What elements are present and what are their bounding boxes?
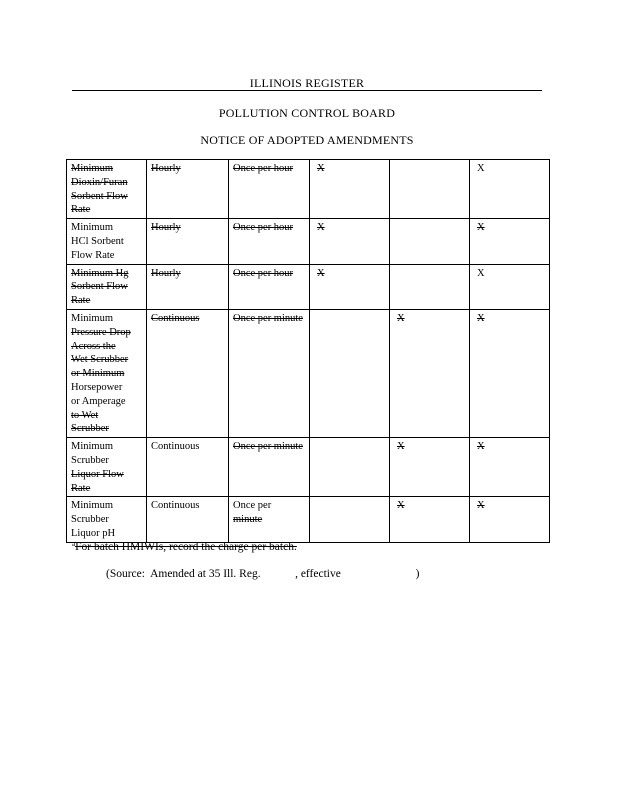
mark-cell xyxy=(470,438,550,497)
mark-cell xyxy=(470,160,550,219)
parameter-line: Wet Scrubber xyxy=(71,354,129,366)
parameter-line: or Amperage xyxy=(71,395,126,407)
parameter-line: Liquor pH xyxy=(71,527,116,539)
parameter-line: Scrubber xyxy=(71,423,109,435)
mark-cell xyxy=(390,497,470,542)
interval-text: Once per hour xyxy=(233,163,294,174)
notice-title: NOTICE OF ADOPTED AMENDMENTS xyxy=(200,133,414,147)
mark-cell xyxy=(390,160,470,219)
parameter-line: Rate xyxy=(71,482,91,494)
frequency-text: Continuous xyxy=(151,500,200,512)
frequency-text: Hourly xyxy=(151,267,181,279)
parameter-line: Sorbent Flow xyxy=(71,190,128,202)
frequency-cell xyxy=(147,438,229,497)
parameter-line: or Minimum xyxy=(71,368,125,380)
check-mark xyxy=(314,500,317,511)
parameter-line: HCl Sorbent xyxy=(71,235,124,247)
parameter-line: Across the xyxy=(71,340,116,352)
interval-text: Once per minute xyxy=(233,312,303,324)
parameter-line: Minimum xyxy=(71,163,114,174)
frequency-text: Continuous xyxy=(151,441,200,453)
register-title: ILLINOIS REGISTER xyxy=(249,76,365,90)
mark-cell xyxy=(310,438,390,497)
interval-line: Once per xyxy=(233,500,272,512)
table-row xyxy=(67,160,550,219)
parameter-line: Scrubber xyxy=(71,514,109,526)
parameter-line: Minimum xyxy=(71,312,114,324)
frequency-text: Continuous xyxy=(151,312,200,324)
mark-cell xyxy=(390,264,470,309)
mark-cell xyxy=(310,219,390,264)
parameter-line: Liquor Flow xyxy=(71,468,124,480)
mark-cell xyxy=(470,219,550,264)
parameter-line: Pressure Drop xyxy=(71,326,131,338)
parameter-cell xyxy=(67,497,147,542)
mark-cell xyxy=(310,497,390,542)
interval-line: minute xyxy=(233,514,263,526)
check-mark xyxy=(314,441,317,452)
footnote xyxy=(72,540,297,553)
footnote-text: For batch HMIWIs, record the charge per batch. xyxy=(75,541,297,553)
parameter-cell xyxy=(67,309,147,437)
interval-cell xyxy=(229,438,310,497)
mark-cell xyxy=(390,219,470,264)
interval-text: Once per hour xyxy=(233,222,294,234)
parameter-line: Minimum Hg xyxy=(71,267,129,279)
interval-text: Once per minute xyxy=(233,441,303,453)
parameter-line: Sorbent Flow xyxy=(71,281,128,293)
parameter-line: Scrubber xyxy=(71,454,109,466)
check-mark: X xyxy=(477,222,485,234)
mark-cell xyxy=(310,309,390,437)
check-mark: X xyxy=(397,312,405,324)
table-row xyxy=(67,309,550,437)
check-mark: X xyxy=(477,500,485,512)
table-row xyxy=(67,219,550,264)
source-note: (Source: Amended at 35 Ill. Reg. , effective ) xyxy=(106,568,420,580)
check-mark xyxy=(394,163,397,174)
parameter-line: Rate xyxy=(71,204,91,216)
footnote-marker: a xyxy=(72,540,76,548)
board-title: POLLUTION CONTROL BOARD xyxy=(218,106,396,120)
check-mark: X xyxy=(397,441,405,453)
check-mark xyxy=(394,268,397,279)
check-mark: X xyxy=(477,267,485,279)
mark-cell xyxy=(470,497,550,542)
check-mark: X xyxy=(477,312,485,324)
monitoring-table xyxy=(66,159,550,543)
frequency-cell xyxy=(147,264,229,309)
parameter-line: Horsepower xyxy=(71,381,123,393)
frequency-text: Hourly xyxy=(151,163,181,174)
check-mark: X xyxy=(317,267,325,279)
mark-cell xyxy=(390,309,470,437)
interval-text: Once per hour xyxy=(233,267,294,279)
mark-cell xyxy=(390,438,470,497)
header-rule xyxy=(72,90,542,91)
parameter-cell xyxy=(67,438,147,497)
check-mark: X xyxy=(317,222,325,234)
interval-cell xyxy=(229,264,310,309)
interval-cell xyxy=(229,497,310,542)
parameter-cell xyxy=(67,219,147,264)
parameter-cell xyxy=(67,264,147,309)
frequency-cell xyxy=(147,309,229,437)
table-row xyxy=(67,497,550,542)
frequency-cell xyxy=(147,160,229,219)
interval-cell xyxy=(229,219,310,264)
mark-cell xyxy=(470,309,550,437)
frequency-cell xyxy=(147,219,229,264)
interval-cell xyxy=(229,160,310,219)
parameter-line: Minimum xyxy=(71,441,114,453)
check-mark: X xyxy=(317,163,325,174)
parameter-line: Dioxin/Furan xyxy=(71,176,128,188)
parameter-line: to Wet xyxy=(71,409,99,421)
table-row xyxy=(67,438,550,497)
check-mark: X xyxy=(477,163,485,174)
interval-cell xyxy=(229,309,310,437)
check-mark: X xyxy=(477,441,485,453)
parameter-cell xyxy=(67,160,147,219)
parameter-line: Flow Rate xyxy=(71,249,115,261)
mark-cell xyxy=(470,264,550,309)
parameter-line: Rate xyxy=(71,295,91,307)
check-mark xyxy=(394,222,397,233)
monitoring-table-body xyxy=(67,160,550,543)
check-mark xyxy=(314,313,317,324)
frequency-text: Hourly xyxy=(151,222,181,234)
frequency-cell xyxy=(147,497,229,542)
check-mark: X xyxy=(397,500,405,512)
mark-cell xyxy=(310,264,390,309)
parameter-line: Minimum xyxy=(71,500,114,512)
mark-cell xyxy=(310,160,390,219)
parameter-line: Minimum xyxy=(71,222,114,234)
table-row xyxy=(67,264,550,309)
